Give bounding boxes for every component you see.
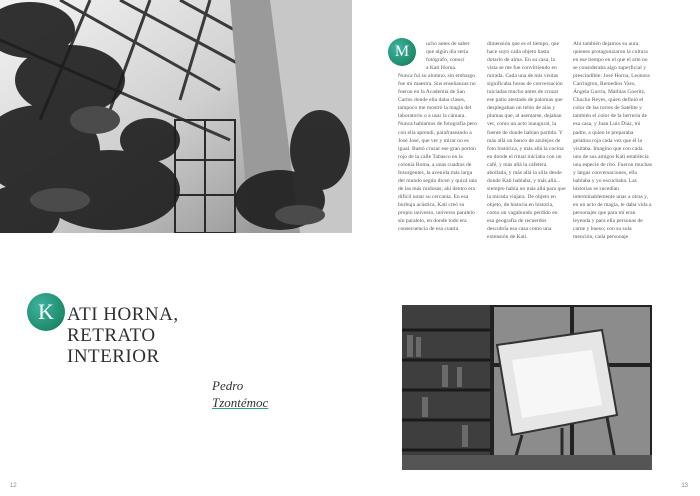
body-dropcap-m: M: [388, 38, 416, 66]
column-1-lead-line: que algún día sería: [426, 49, 469, 56]
title-dropcap-k: K: [27, 293, 65, 331]
title-line: ATI HORNA,: [67, 304, 179, 325]
column-1-body: Nunca fui su alumno, sin embargo fue mi maestra. Sus enseñanzas no fueron en la Academia de San Carlos donde ella daba clases, tampoco me mostró la magia del laboratorio o a usar la cámara. Nunca hablamos de fotografía pero con ella aprendí, parafraseando a José José, que ver y mirar no es igual. Bastó cruzar ese gran portón rojo de la calle Tabasco en la colonia Roma, a unas cuadras de Insurgentes, la avenida más larga del mundo según dicen y quizá una de las más ruidosas; ahí dentro era difícil notar su cercanía. En esa burbuja acústica, Kati creó su propio universo, universo paralelo sin paralelo, en donde todo era consecuencia de esa cuarta: [398, 73, 477, 233]
page-number-right: 13: [681, 483, 688, 489]
greenhouse-photo: [0, 0, 352, 233]
author-last-name: Tzontémoc: [212, 395, 269, 410]
article-title: [67, 304, 227, 367]
column-1-lead-line: fotógrafo, conocí: [426, 57, 465, 64]
page-number-left: 12: [10, 483, 17, 489]
column-3-body: Ahí también dejamos su aura quienes protagonizaron la cultura en ese tiempo en el que el arte no se consideraba algo superficial y prescindible: José Horna, Leonora Carrington, Remedios Varo, Ángela Gurría, Mathias Goeritz, Chucho Reyes, quien definió el color de las torres de Satélite y también el color de la herrería de esa casa, y Juan Luis Díaz, mi padre, a quien le preparaba gelatina roja cada vez que él la visitaba. Imagino que con cada uno de sus amigos Kati establecía una especie de rito. Fueron muchas y largas conversaciones, ella hablaba y yo escuchaba. Las historias se sucedían interminablemente unas a otras y, en un acto de magia, le daba vida a personajes que para mí eran leyenda y para ella personas de carne y hueso; con su sola mención, cada personaje: [573, 41, 652, 241]
column-1-lead-line: a Kati Horna.: [426, 65, 457, 72]
author-byline: [212, 377, 268, 411]
text-column-2: [487, 40, 566, 241]
title-line: INTERIOR: [67, 346, 160, 367]
title-line: RETRATO: [67, 325, 156, 346]
author-first-name: Pedro: [212, 378, 244, 393]
column-2-body: dimensión que es el tiempo, que hace suyo cada objeto hasta dotarlo de alma. En su casa, la vista se me fue convirtiendo en mirada. Cada una de mis visitas significaba horas de conversación iniciadas mucho antes de cruzar ese patio atestado de palomas que desplegaban un telón de alas y plumas que, al asentarse, dejaban ver, como un acto inaugural, la fuente de donde habían partido. Y más allá un banco de azulejos de foto histórica, y más allá la cocina en donde el ritual iniciaba con un café, y más allá la cafetera abollada, y más allá la silla desde donde Kati hablaba, y más allá... siempre había un más allá para que la mirada viajara. De objeto en objeto, de historia en historia, como un vagabundo perdido en esa geografía de recuerdos descubría esa casa como una extensión de Kati.: [487, 41, 566, 241]
window-photo: [402, 305, 652, 470]
text-column-1: [398, 40, 477, 233]
text-column-3: [573, 40, 652, 241]
column-1-lead-line: ucho antes de saber: [426, 41, 470, 47]
